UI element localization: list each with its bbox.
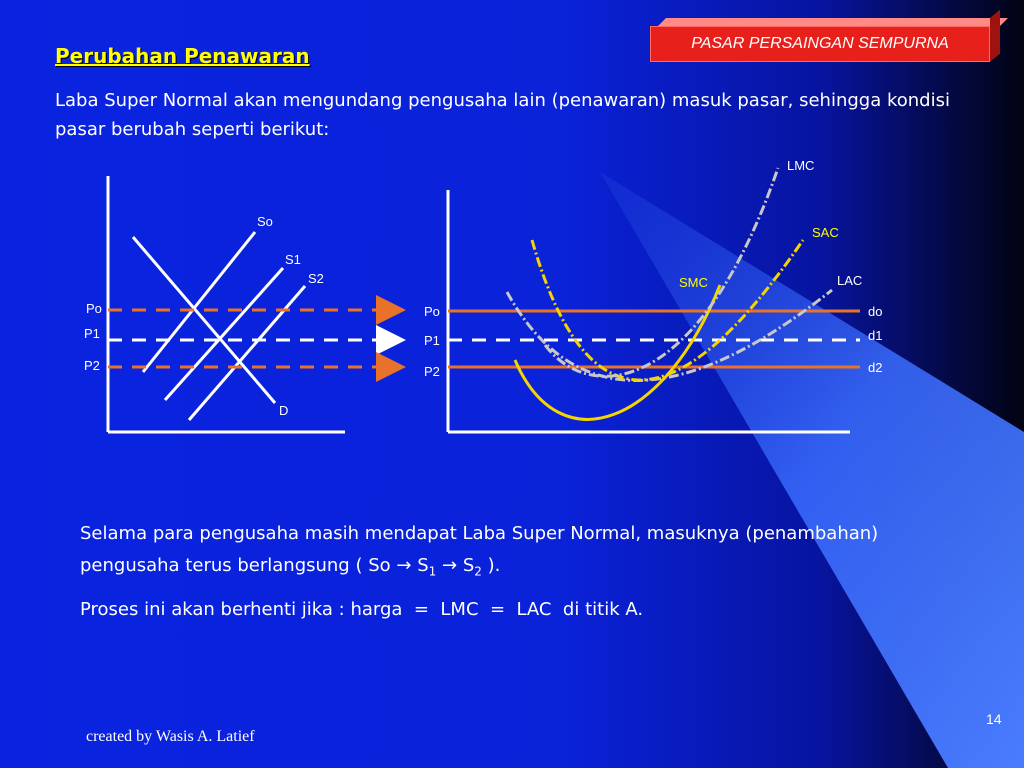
arrow-icon: → <box>442 555 458 576</box>
supply-curve-so <box>143 232 255 372</box>
arrow-icon: → <box>396 555 412 576</box>
label-d2: d2 <box>868 360 883 375</box>
label-sac: SAC <box>812 225 839 240</box>
paragraph-1: Selama para pengusaha masih mendapat Laba Super Normal, masuknya (penambahan) pengusaha terus berlangsung ( $So \to S_1 \to S_2$ ). <box>80 523 879 579</box>
label-lmc: LMC <box>787 158 815 173</box>
label-smc: SMC <box>679 275 708 290</box>
banner-text: PASAR PERSAINGAN SEMPURNA <box>691 35 949 52</box>
label-s1: S1 <box>285 252 301 267</box>
paragraph-1-text: Selama para pengusaha masih mendapat Laba Super Normal, masuknya (penambahan) pengusaha terus berlangsung ( So <box>80 523 879 576</box>
label-market-p1: P1 <box>84 326 100 341</box>
label-so: So <box>257 214 273 229</box>
label-d: D <box>279 403 289 418</box>
label-firm-po: Po <box>424 304 440 319</box>
slide-title: Perubahan Penawaran <box>55 44 310 68</box>
smc-curve <box>515 285 720 419</box>
page-number: 14 <box>986 711 1002 727</box>
label-firm-p1: P1 <box>424 333 440 348</box>
label-lac: LAC <box>837 273 863 288</box>
label-s2: S2 <box>308 271 324 286</box>
label-market-p2: P2 <box>84 358 100 373</box>
demand-curve-d <box>133 237 275 403</box>
label-d1: d1 <box>868 328 883 343</box>
label-firm-p2: P2 <box>424 364 440 379</box>
intro-text: Laba Super Normal akan mengundang pengusaha lain (penawaran) masuk pasar, sehingga kondisi pasar berubah seperti berikut: <box>55 90 950 140</box>
label-market-po: Po <box>86 301 102 316</box>
label-do: do <box>868 304 883 319</box>
paragraph-2: Proses ini akan berhenti jika : harga = LMC = LAC di titik A. <box>80 599 644 620</box>
footer-credit: created by Wasis A. Latief <box>86 728 255 745</box>
